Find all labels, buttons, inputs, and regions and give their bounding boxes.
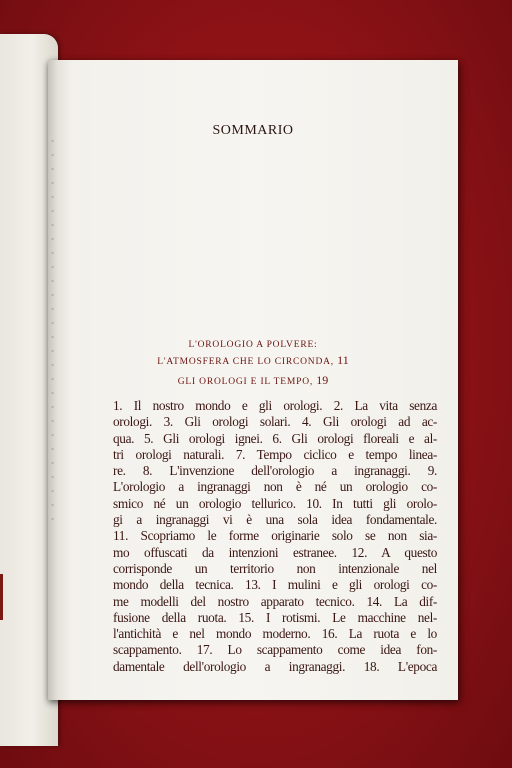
summary-line: orologi. 3. Gli orologi solari. 4. Gli orologi ad ac- [113,414,437,430]
summary-line: corrisponde un territorio non intenzionale nel [113,560,437,576]
book-page [48,60,458,700]
summary-line: l'antichità e nel mondo moderno. 16. La ruota e lo [113,626,437,642]
page-title: SOMMARIO [212,123,294,138]
summary-line: fusione della ruota. 15. I rotismi. Le macchine nel- [113,609,437,625]
summary-line: smico né un orologio tellurico. 10. In tutti gli orolo- [113,495,437,511]
summary-line: damentale dell'orologio a ingranaggi. 18. L'epoca [113,658,437,674]
summary-line: scappamento. 17. Lo scappamento come idea fon- [113,642,437,658]
chapter-heading-1 [48,338,458,370]
chapter-heading-2 [48,373,458,388]
summary-line: mondo della tecnica. 13. I mulini e gli orologi co- [113,577,437,593]
binding-stitches [51,140,54,520]
summary-line: gi a ingranaggi vi è una sola idea fondamentale. [113,512,437,528]
chapter-1-line-2 [48,353,458,370]
chapter-1-page-number: 11 [337,353,349,367]
summary-paragraph [113,398,437,675]
summary-line: 1. Il nostro mondo e gli orologi. 2. La vita senza [113,398,437,413]
summary-line: 11. Scopriamo le forme originarie solo se non sia- [113,528,437,544]
chapter-2-title: GLI OROLOGI E IL TEMPO, [177,377,314,387]
summary-line: re. 8. L'invenzione dell'orologio a ingranaggi. 9. [113,463,437,479]
summary-line: L'orologio a ingranaggi non è né un orologio co- [113,479,437,495]
summary-line: me modelli del nostro apparato tecnico. 14. La dif- [113,593,437,609]
chapter-1-line-2-text: L'ATMOSFERA CHE LO CIRCONDA, [157,357,334,367]
left-page-mark [0,574,3,620]
summary-line: tri orologi naturali. 7. Tempo ciclico e tempo linea- [113,446,437,462]
chapter-1-line-1: L'OROLOGIO A POLVERE: [188,340,318,350]
chapter-2-page-number: 19 [316,373,329,387]
summary-line: qua. 5. Gli orologi ignei. 6. Gli orologi floreali e al- [113,430,437,446]
summary-line: mo offuscati da intenzioni estranee. 12. A questo [113,544,437,560]
